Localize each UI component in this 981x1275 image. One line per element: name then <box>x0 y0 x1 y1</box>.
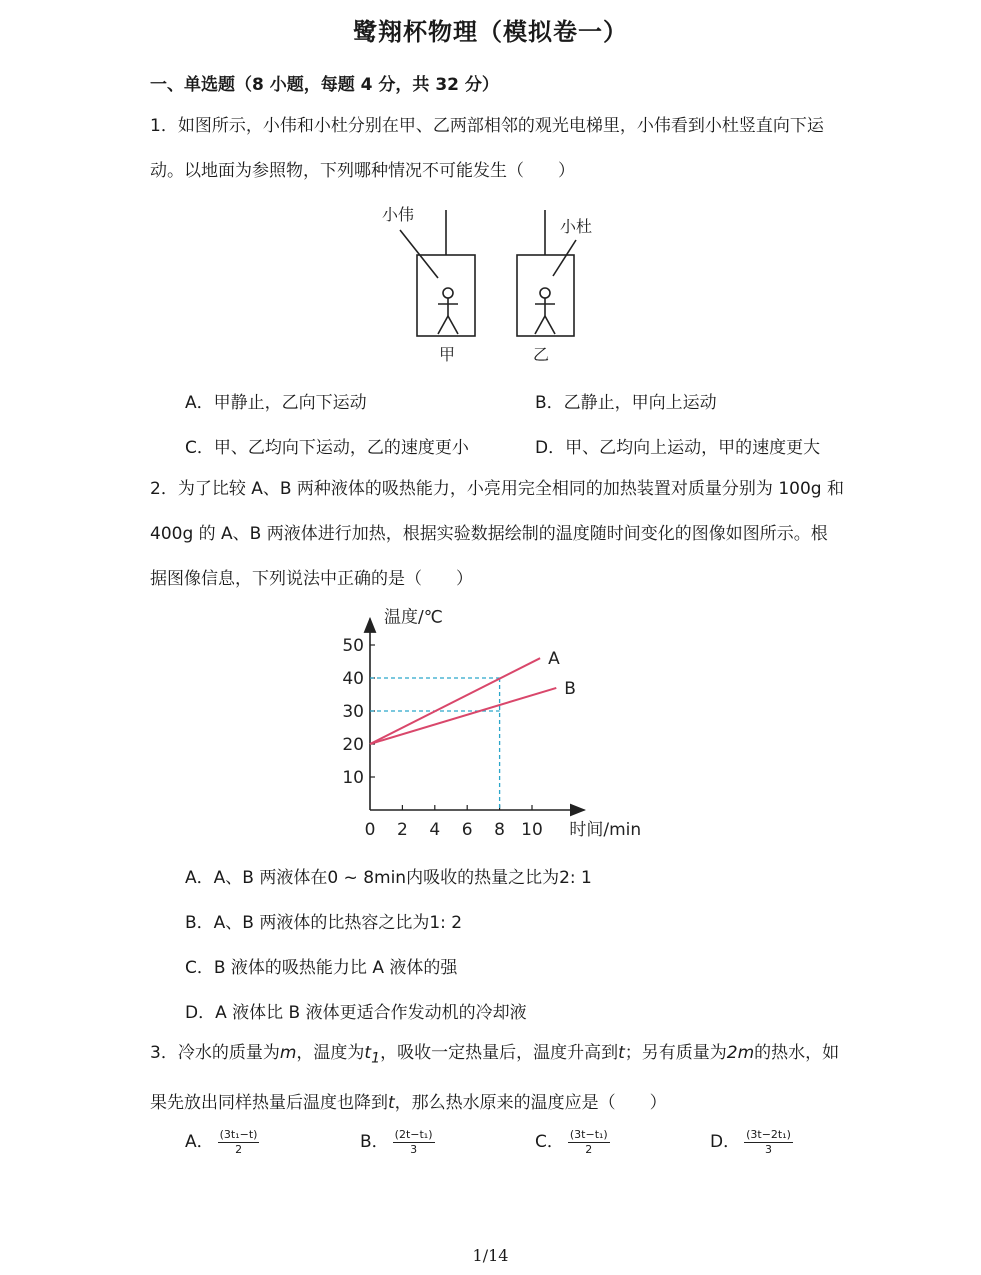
label-xiaodu: 小杜 <box>560 217 593 236</box>
var-t-2: t <box>388 1093 395 1114</box>
person-b-leg-left <box>535 316 545 334</box>
elevator-car-b <box>517 255 574 336</box>
var-t: t <box>618 1043 625 1063</box>
fraction-c: $\frac{\text{(3t−t₁)}}{2}$ <box>569 1127 608 1156</box>
q1-option-c[interactable]: C．甲、乙均向下运动，乙的速度更小 <box>185 438 469 458</box>
q1-option-d[interactable]: D．甲、乙均向上运动，甲的速度更大 <box>535 438 821 458</box>
fraction-b: $\frac{\text{(2t−t₁)}}{3}$ <box>394 1127 433 1156</box>
x-tick-label: 2 <box>396 820 408 840</box>
y-axis-label: 温度/℃ <box>384 607 443 628</box>
question-2 <box>150 467 850 602</box>
x-tick-label: 10 <box>521 820 543 840</box>
series-label-b: B <box>564 678 576 699</box>
label-car-jia: 甲 <box>439 345 456 364</box>
question-2-line-2: 400g 的 A、B 两液体进行加热，根据实验数据绘制的温度随时间变化的图像如图所示。根 <box>150 524 828 544</box>
person-b-leg-right <box>545 316 555 334</box>
q3-option-a[interactable]: A． $\frac{\text{(3t₁−t)}}{2}$ <box>185 1127 258 1156</box>
page-number: 1/14 <box>472 1246 509 1265</box>
y-tick-label: 50 <box>342 636 364 656</box>
y-tick-label: 10 <box>342 768 364 788</box>
elevator-car-a <box>417 255 475 336</box>
person-a-leg-left <box>438 316 448 334</box>
q2-option-a[interactable]: A．A、B 两液体在0 ~ 8min内吸收的热量之比为2: 1 <box>185 868 592 888</box>
q2-option-d[interactable]: D．A 液体比 B 液体更适合作发动机的冷却液 <box>185 1003 527 1023</box>
elevator-figure <box>370 200 620 370</box>
y-tick-label: 30 <box>342 702 364 722</box>
label-xiaowei: 小伟 <box>382 205 415 224</box>
y-tick-label: 40 <box>342 669 364 689</box>
series-label-a: A <box>548 649 560 670</box>
q2-option-c[interactable]: C．B 液体的吸热能力比 A 液体的强 <box>185 958 458 978</box>
q3-option-b[interactable]: B． $\frac{\text{(2t−t₁)}}{3}$ <box>360 1127 433 1156</box>
question-1-line-2: 动。以地面为参照物，下列哪种情况不可能发生（ ） <box>150 161 575 181</box>
person-a-head <box>443 288 453 298</box>
x-tick-label: 4 <box>429 820 441 840</box>
page-title: 鹭翔杯物理（模拟卷一） <box>353 18 628 46</box>
label-car-yi: 乙 <box>533 345 550 364</box>
var-m: m <box>279 1043 297 1063</box>
y-tick-label: 20 <box>342 735 364 755</box>
q2-option-b[interactable]: B．A、B 两液体的比热容之比为1: 2 <box>185 913 463 933</box>
x-tick-label: 6 <box>461 820 473 840</box>
var-t1: $t_1$ <box>364 1043 381 1067</box>
person-b-head <box>540 288 550 298</box>
question-2-line-3: 据图像信息，下列说法中正确的是（ ） <box>150 569 473 589</box>
temperature-time-chart <box>325 600 665 845</box>
var-2m: 2m <box>726 1043 755 1063</box>
person-a-leg-right <box>448 316 458 334</box>
question-1-line-1: 1．如图所示，小伟和小杜分别在甲、乙两部相邻的观光电梯里，小伟看到小杜竖直向下运 <box>150 116 824 136</box>
question-3-line-2: 果先放出同样热量后温度也降到t，那么热水原来的温度应是（ ） <box>150 1093 667 1114</box>
pointer-line-b <box>553 240 576 276</box>
section-heading: 一、单选题（8 小题，每题 4 分，共 32 分） <box>150 75 499 95</box>
q1-option-b[interactable]: B．乙静止，甲向上运动 <box>535 393 717 413</box>
fraction-d: $\frac{\text{(3t−2t₁)}}{3}$ <box>746 1127 791 1156</box>
x-tick-label: 8 <box>494 820 506 840</box>
q3-option-d[interactable]: D． $\frac{\text{(3t−2t₁)}}{3}$ <box>710 1127 791 1156</box>
question-2-line-1: 2．为了比较 A、B 两种液体的吸热能力，小亮用完全相同的加热装置对质量分别为 100g 和 <box>150 479 844 499</box>
question-3-line-1: 3．冷水的质量为m，温度为$t_1$，吸收一定热量后，温度升高到t；另有质量为2m的热水，如 <box>150 1043 840 1067</box>
x-axis-label: 时间/min <box>569 820 642 840</box>
q1-option-a[interactable]: A．甲静止，乙向下运动 <box>185 393 367 413</box>
x-tick-label: 0 <box>364 820 376 840</box>
question-1 <box>150 104 850 194</box>
q3-option-c[interactable]: C． $\frac{\text{(3t−t₁)}}{2}$ <box>535 1127 608 1156</box>
question-3 <box>150 1031 850 1126</box>
pointer-line-a <box>400 230 438 278</box>
fraction-a: $\frac{\text{(3t₁−t)}}{2}$ <box>219 1127 258 1156</box>
